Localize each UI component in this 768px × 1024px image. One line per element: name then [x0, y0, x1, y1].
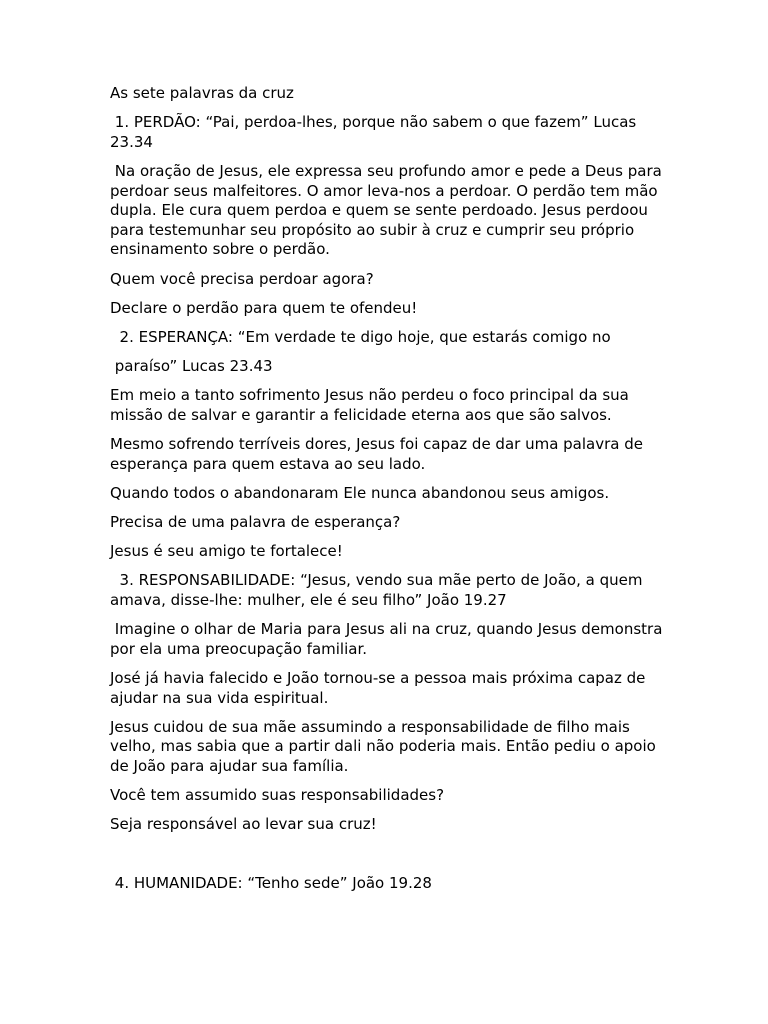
paragraph: Jesus cuidou de sua mãe assumindo a responsabilidade de filho mais velho, mas sabia que a partir dali não poderia mais. Então pediu o apoio de João para ajudar sua família.: [110, 717, 661, 775]
paragraph: Mesmo sofrendo terríveis dores, Jesus foi capaz de dar uma palavra de esperança para quem estava ao seu lado.: [110, 435, 648, 473]
paragraph: José já havia falecido e João tornou-se a pessoa mais próxima capaz de ajudar na sua vida espiritual.: [110, 668, 651, 707]
paragraph: Imagine o olhar de Maria para Jesus ali na cruz, quando Jesus demonstra por ela uma preocupação familiar.: [110, 620, 668, 658]
paragraph: Declare o perdão para quem te ofendeu!: [110, 298, 418, 317]
paragraph-esperanca-heading: 2. ESPERANÇA: “Em verdade te digo hoje, que estarás comigo no: [110, 327, 611, 346]
paragraph: Jesus é seu amigo te fortalece!: [110, 542, 343, 561]
paragraph: Na oração de Jesus, ele expressa seu profundo amor e pede a Deus para perdoar seus malfeitores. O amor leva-nos a perdoar. O perdão tem mão dupla. Ele cura quem perdoa e quem se sente perdoado. Jesus perdoou para testemunhar seu propósito ao subir à cruz e cumprir seu próprio ensinamento sobre o perdão.: [110, 161, 667, 259]
paragraph: paraíso” Lucas 23.43: [110, 357, 273, 376]
paragraph-humanidade-heading: 4. HUMANIDADE: “Tenho sede” João 19.28: [110, 873, 432, 892]
paragraph: Quando todos o abandonaram Ele nunca abandonou seus amigos.: [110, 483, 610, 502]
paragraph: Você tem assumido suas responsabilidades?: [110, 786, 445, 805]
document-page: [110, 84, 670, 893]
paragraph: Seja responsável ao levar sua cruz!: [110, 815, 377, 834]
paragraph: Em meio a tanto sofrimento Jesus não perdeu o foco principal da sua missão de salvar e garantir a felicidade eterna aos que são salvos.: [110, 386, 634, 424]
paragraph-responsabilidade-heading: 3. RESPONSABILIDADE: “Jesus, vendo sua mãe perto de João, a quem amava, disse-lhe: mulher, ele é seu filho” João 19.27: [110, 571, 648, 609]
paragraph: Precisa de uma palavra de esperança?: [110, 513, 401, 532]
empty-paragraph: [110, 845, 670, 865]
paragraph-perdao-heading: 1. PERDÃO: “Pai, perdoa-lhes, porque não sabem o que fazem” Lucas 23.34: [110, 113, 641, 151]
document-title: As sete palavras da cruz: [110, 84, 294, 102]
paragraph: Quem você precisa perdoar agora?: [110, 269, 374, 288]
